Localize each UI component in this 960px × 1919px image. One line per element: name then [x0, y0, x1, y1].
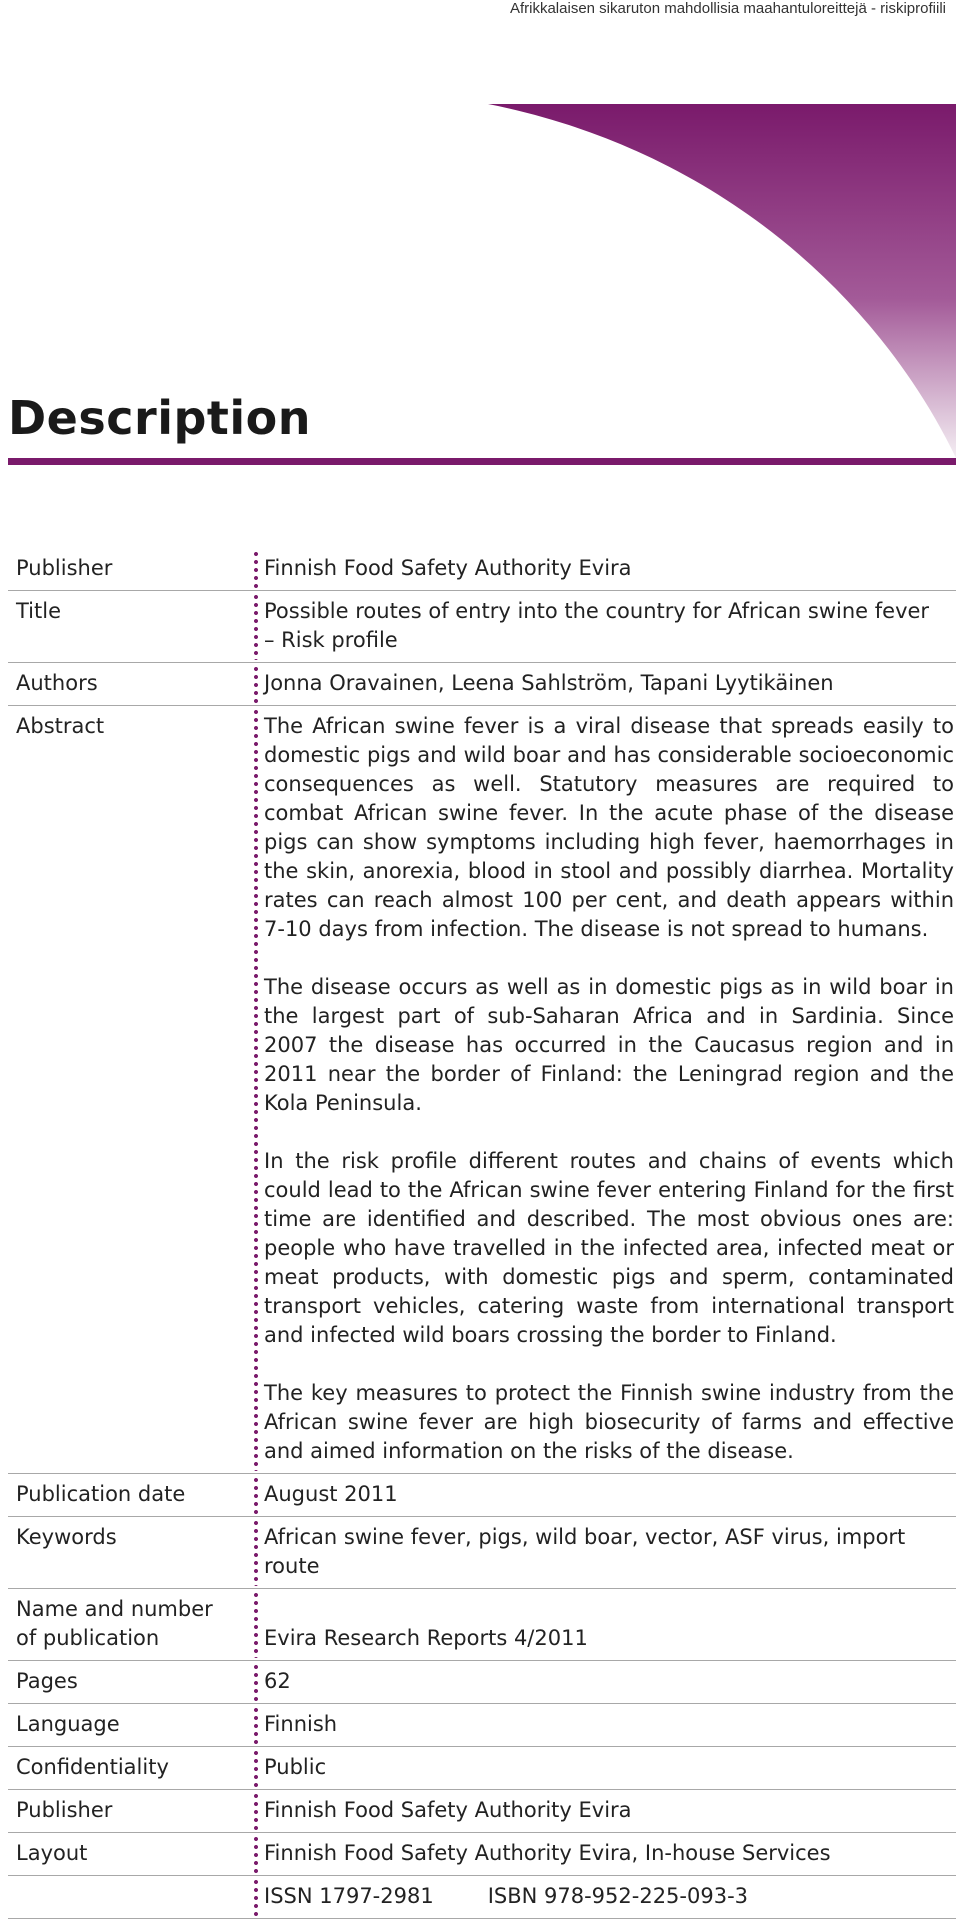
publication-date-value: August 2011: [254, 1474, 956, 1517]
running-header: Afrikkalaisen sikaruton mahdollisia maahantuloreittejä - riskiprofiili: [509, 0, 946, 17]
identifiers-value: [254, 1876, 956, 1919]
publisher-label: Publisher: [8, 548, 254, 591]
row-publisher-2: [8, 1790, 956, 1833]
confidentiality-value: Public: [254, 1747, 956, 1790]
abstract-value: [254, 706, 956, 1474]
row-publisher: [8, 548, 956, 591]
title-value: [254, 591, 956, 663]
row-abstract: [8, 706, 956, 1474]
row-keywords: [8, 1517, 956, 1589]
pages-label: Pages: [8, 1661, 254, 1704]
abstract-paragraph: The disease occurs as well as in domestic pigs as in wild boar in the largest part of sub-Saharan Africa and in Sardinia. Since 2007 the disease has occurred in the Caucasus region and in 2011 near the border of Finland: the Leningrad region and the Kola Peninsula.: [264, 975, 954, 1115]
publisher-2-value: Finnish Food Safety Authority Evira: [254, 1790, 956, 1833]
publisher-2-label: Publisher: [8, 1790, 254, 1833]
title-value-line1: Possible routes of entry into the country for African swine fever: [264, 599, 930, 623]
row-identifiers: [8, 1876, 956, 1919]
layout-value: Finnish Food Safety Authority Evira, In-house Services: [254, 1833, 956, 1876]
name-number-label-line2: of publication: [16, 1626, 160, 1650]
keywords-value: African swine fever, pigs, wild boar, vector, ASF virus, import route: [254, 1517, 956, 1589]
abstract-paragraph: In the risk profile different routes and chains of events which could lead to the African swine fever entering Finland for the first time are identified and described. The most obvious ones are: people who have travelled in the infected area, infected meat or meat products, with domestic pigs and sperm, contaminated transport vehicles, catering waste from international transport and infected wild boars crossing the border to Finland.: [264, 1149, 954, 1347]
authors-value: Jonna Oravainen, Leena Sahlström, Tapani Lyytikäinen: [254, 663, 956, 706]
abstract-paragraph: The key measures to protect the Finnish swine industry from the African swine fever are high biosecurity of farms and effective and aimed information on the risks of the disease.: [264, 1381, 954, 1463]
name-number-label-line1: Name and number: [16, 1597, 213, 1621]
row-language: [8, 1704, 956, 1747]
confidentiality-label: Confidentiality: [8, 1747, 254, 1790]
row-layout: [8, 1833, 956, 1876]
row-confidentiality: [8, 1747, 956, 1790]
title-value-line2: – Risk profile: [264, 628, 398, 652]
name-number-label: [8, 1589, 254, 1661]
issn: ISSN 1797-2981: [264, 1884, 434, 1908]
row-pages: [8, 1661, 956, 1704]
publication-date-label: Publication date: [8, 1474, 254, 1517]
publisher-value: Finnish Food Safety Authority Evira: [254, 548, 956, 591]
isbn: ISBN 978-952-225-093-3: [487, 1884, 749, 1908]
abstract-paragraph: The African swine fever is a viral disease that spreads easily to domestic pigs and wild boar and has considerable socioeconomic consequences as well. Statutory measures are required to combat African swine fever. In the acute phase of the disease pigs can show symptoms including high fever, haemorrhages in the skin, anorexia, blood in stool and possibly diarrhea. Mortality rates can reach almost 100 per cent, and death appears within 7-10 days from infection. The disease is not spread to humans.: [264, 714, 954, 941]
page-title: Description: [8, 391, 312, 445]
description-table: [8, 548, 956, 1919]
layout-label: Layout: [8, 1833, 254, 1876]
row-title: [8, 591, 956, 663]
pages-value: 62: [254, 1661, 956, 1704]
language-label: Language: [8, 1704, 254, 1747]
row-name-number: [8, 1589, 956, 1661]
row-authors: [8, 663, 956, 706]
language-value: Finnish: [254, 1704, 956, 1747]
abstract-label: Abstract: [8, 706, 254, 1474]
title-label: Title: [8, 591, 254, 663]
title-rule: [8, 458, 956, 465]
name-number-value-text: Evira Research Reports 4/2011: [264, 1626, 588, 1650]
identifiers-label: [8, 1876, 254, 1919]
keywords-label: Keywords: [8, 1517, 254, 1589]
authors-label: Authors: [8, 663, 254, 706]
row-publication-date: [8, 1474, 956, 1517]
name-number-value: [254, 1589, 956, 1661]
